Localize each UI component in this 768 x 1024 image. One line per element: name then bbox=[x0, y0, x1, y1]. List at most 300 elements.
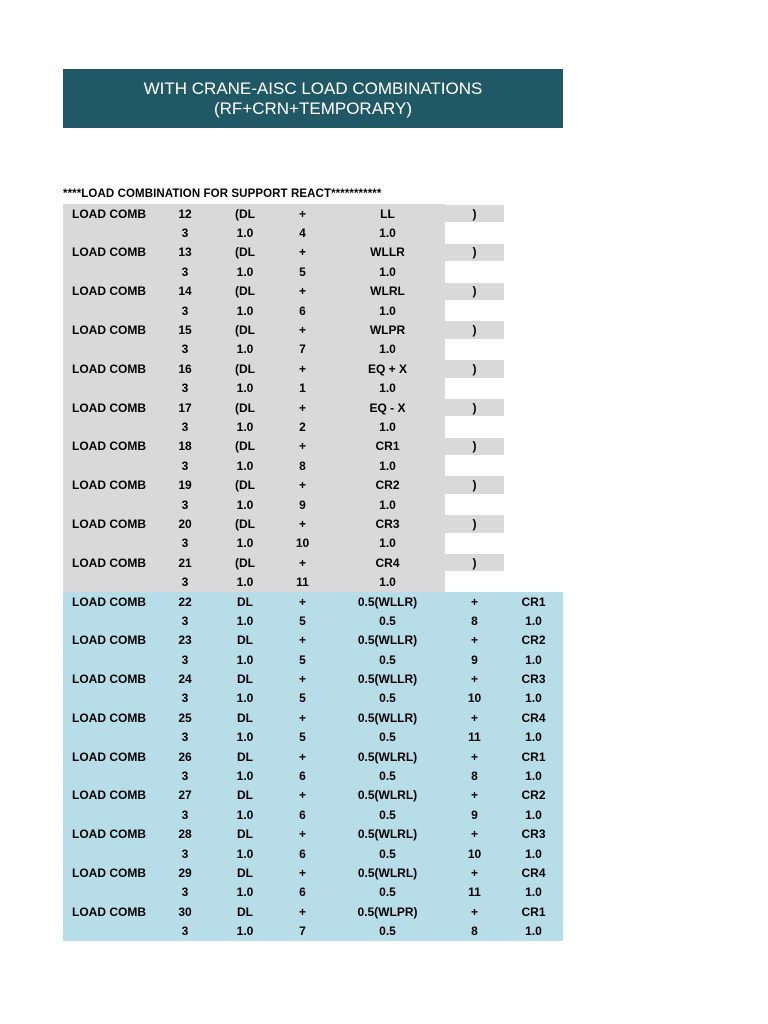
table-cell: (DL bbox=[235, 284, 255, 299]
title-line-1: WITH CRANE-AISC LOAD COMBINATIONS bbox=[143, 78, 483, 98]
table-cell: 1.0 bbox=[236, 226, 254, 241]
table-row bbox=[63, 883, 563, 902]
table-cell: + bbox=[298, 555, 306, 570]
table-cell: + bbox=[298, 361, 306, 376]
table-row bbox=[63, 689, 563, 708]
table-cell bbox=[445, 301, 504, 320]
table-cell: 0.5 bbox=[379, 885, 396, 900]
table-cell: (DL bbox=[235, 400, 255, 415]
table-row bbox=[63, 359, 563, 378]
table-cell bbox=[504, 223, 563, 242]
table-cell: 0.5 bbox=[379, 769, 396, 784]
table-cell bbox=[445, 262, 504, 281]
table-cell: ) bbox=[472, 555, 477, 570]
table-cell: CR4 bbox=[375, 555, 400, 570]
table-cell: CR4 bbox=[521, 865, 546, 880]
table-cell: 1.0 bbox=[236, 885, 254, 900]
table-cell: 1.0 bbox=[236, 691, 254, 706]
table-cell bbox=[445, 572, 504, 591]
table-row bbox=[63, 437, 563, 456]
table-cell: + bbox=[470, 827, 478, 842]
table-cell: + bbox=[298, 672, 306, 687]
table-cell: 3 bbox=[181, 536, 189, 551]
table-cell: 12 bbox=[178, 206, 192, 221]
table-cell: 8 bbox=[299, 458, 306, 473]
table-cell: LOAD COMB bbox=[72, 400, 146, 415]
table-cell: 19 bbox=[178, 478, 192, 493]
table-cell bbox=[63, 883, 155, 902]
table-cell bbox=[504, 340, 563, 359]
table-cell bbox=[504, 204, 563, 223]
table-cell: (DL bbox=[235, 245, 255, 260]
table-cell: 27 bbox=[178, 788, 192, 803]
table-row bbox=[63, 301, 563, 320]
table-cell: ) bbox=[472, 361, 477, 376]
table-cell: CR2 bbox=[521, 788, 546, 803]
table-row bbox=[63, 669, 563, 688]
table-cell bbox=[504, 262, 563, 281]
table-cell: 1.0 bbox=[525, 652, 542, 667]
table-cell: + bbox=[298, 284, 306, 299]
table-cell: LOAD COMB bbox=[72, 749, 146, 764]
table-cell: 11 bbox=[468, 730, 481, 745]
table-cell: 6 bbox=[299, 303, 306, 318]
table-cell bbox=[504, 417, 563, 436]
table-cell: + bbox=[298, 633, 306, 648]
table-cell: 0.5 bbox=[379, 846, 396, 861]
table-cell: 11 bbox=[468, 885, 481, 900]
table-cell: 6 bbox=[299, 807, 306, 822]
table-cell: 1.0 bbox=[236, 342, 254, 357]
table-cell: ) bbox=[472, 516, 477, 531]
table-cell bbox=[504, 282, 563, 301]
table-cell: 1 bbox=[299, 381, 306, 396]
table-cell: 29 bbox=[178, 865, 192, 880]
table-cell: 1.0 bbox=[379, 419, 396, 434]
table-cell: CR1 bbox=[375, 439, 400, 454]
title-line-2: (RF+CRN+TEMPORARY) bbox=[213, 98, 413, 118]
table-row bbox=[63, 243, 563, 262]
table-cell: 0.5 bbox=[379, 924, 396, 939]
table-cell: CR3 bbox=[521, 672, 546, 687]
table-cell: 0.5(WLPR) bbox=[357, 904, 418, 919]
table-cell: 0.5 bbox=[379, 691, 396, 706]
table-cell: 3 bbox=[181, 226, 189, 241]
table-cell: DL bbox=[237, 904, 253, 919]
table-cell: DL bbox=[237, 672, 253, 687]
table-cell: LOAD COMB bbox=[72, 361, 146, 376]
table-cell bbox=[445, 379, 504, 398]
table-row bbox=[63, 282, 563, 301]
table-cell: 26 bbox=[178, 749, 192, 764]
table-cell: DL bbox=[237, 827, 253, 842]
table-cell: LOAD COMB bbox=[72, 284, 146, 299]
table-cell: 16 bbox=[178, 361, 192, 376]
table-cell: CR1 bbox=[521, 594, 546, 609]
table-cell: 6 bbox=[299, 885, 306, 900]
table-cell bbox=[63, 223, 155, 242]
table-cell: + bbox=[298, 749, 306, 764]
table-cell: CR2 bbox=[375, 478, 400, 493]
table-cell bbox=[504, 514, 563, 533]
table-cell: 1.0 bbox=[236, 924, 254, 939]
table-cell: 9 bbox=[471, 807, 478, 822]
table-cell bbox=[63, 766, 155, 785]
table-cell bbox=[63, 456, 155, 475]
table-cell: (DL bbox=[235, 555, 255, 570]
table-cell: LOAD COMB bbox=[72, 594, 146, 609]
table-cell bbox=[504, 437, 563, 456]
table-cell: 0.5 bbox=[379, 613, 396, 628]
table-cell: 10 bbox=[467, 691, 482, 706]
table-cell: 10 bbox=[295, 536, 310, 551]
table-cell: 3 bbox=[181, 497, 189, 512]
table-cell: 0.5(WLLR) bbox=[357, 672, 418, 687]
table-row bbox=[63, 631, 563, 650]
table-cell: 25 bbox=[178, 710, 192, 725]
table-cell: 30 bbox=[178, 904, 192, 919]
table-cell: 6 bbox=[299, 846, 306, 861]
table-cell: 3 bbox=[181, 303, 189, 318]
table-cell: + bbox=[470, 633, 478, 648]
table-cell: 0.5(WLRL) bbox=[357, 827, 418, 842]
table-cell: 1.0 bbox=[236, 613, 254, 628]
table-cell: 10 bbox=[467, 846, 482, 861]
table-cell: 1.0 bbox=[236, 769, 254, 784]
table-cell: DL bbox=[237, 710, 253, 725]
table-cell bbox=[445, 340, 504, 359]
table-cell: 0.5(WLLR) bbox=[357, 594, 418, 609]
table-cell bbox=[504, 456, 563, 475]
table-cell: + bbox=[470, 904, 478, 919]
table-row bbox=[63, 708, 563, 727]
table-cell bbox=[63, 650, 155, 669]
table-cell: + bbox=[470, 672, 478, 687]
table-cell: + bbox=[298, 323, 306, 338]
table-cell: 1.0 bbox=[379, 342, 396, 357]
table-row bbox=[63, 379, 563, 398]
table-cell: (DL bbox=[235, 361, 255, 376]
table-cell: 24 bbox=[178, 672, 192, 687]
table-cell: LOAD COMB bbox=[72, 516, 146, 531]
table-cell: 1.0 bbox=[236, 846, 254, 861]
table-cell: + bbox=[298, 516, 306, 531]
table-cell bbox=[504, 495, 563, 514]
table-cell bbox=[63, 844, 155, 863]
table-cell: 3 bbox=[181, 807, 189, 822]
table-cell: 1.0 bbox=[525, 807, 542, 822]
table-cell: + bbox=[298, 904, 306, 919]
table-cell bbox=[504, 379, 563, 398]
table-cell: 5 bbox=[299, 613, 306, 628]
table-cell: 0.5 bbox=[379, 730, 396, 745]
table-cell: 1.0 bbox=[236, 807, 254, 822]
table-cell: ) bbox=[472, 400, 477, 415]
table-cell: 1.0 bbox=[525, 885, 542, 900]
table-row bbox=[63, 340, 563, 359]
table-cell: 5 bbox=[299, 691, 306, 706]
table-cell: DL bbox=[237, 594, 253, 609]
table-cell: 1.0 bbox=[236, 575, 254, 590]
table-cell bbox=[504, 359, 563, 378]
table-cell bbox=[445, 417, 504, 436]
table-cell bbox=[504, 534, 563, 553]
table-row bbox=[63, 572, 563, 591]
table-cell: + bbox=[298, 245, 306, 260]
table-row bbox=[63, 398, 563, 417]
table-cell: 8 bbox=[471, 769, 478, 784]
table-cell: 3 bbox=[181, 846, 189, 861]
table-cell: LOAD COMB bbox=[72, 672, 146, 687]
table-cell bbox=[63, 689, 155, 708]
table-cell: 28 bbox=[178, 827, 192, 842]
table-cell: LOAD COMB bbox=[72, 904, 146, 919]
table-cell bbox=[504, 398, 563, 417]
table-row bbox=[63, 534, 563, 553]
table-cell bbox=[63, 379, 155, 398]
table-cell: 1.0 bbox=[236, 652, 254, 667]
table-cell: LOAD COMB bbox=[72, 206, 146, 221]
table-cell bbox=[445, 495, 504, 514]
table-cell bbox=[445, 223, 504, 242]
table-cell: 0.5(WLRL) bbox=[357, 865, 418, 880]
table-cell: LOAD COMB bbox=[72, 788, 146, 803]
table-cell: WLRL bbox=[370, 284, 405, 299]
table-cell: 3 bbox=[181, 652, 189, 667]
table-cell: 5 bbox=[299, 652, 306, 667]
table-cell: + bbox=[298, 400, 306, 415]
table-cell: 20 bbox=[178, 516, 192, 531]
table-cell: ) bbox=[472, 478, 477, 493]
table-row bbox=[63, 475, 563, 494]
load-combination-table bbox=[63, 204, 563, 941]
table-cell: 3 bbox=[181, 769, 189, 784]
table-cell: DL bbox=[237, 865, 253, 880]
table-row bbox=[63, 514, 563, 533]
table-cell: LOAD COMB bbox=[72, 555, 146, 570]
table-row bbox=[63, 553, 563, 572]
table-cell: (DL bbox=[235, 323, 255, 338]
table-cell: 22 bbox=[178, 594, 192, 609]
table-cell: (DL bbox=[235, 516, 255, 531]
table-cell bbox=[63, 495, 155, 514]
table-cell: 5 bbox=[299, 264, 306, 279]
table-cell bbox=[504, 553, 563, 572]
table-row bbox=[63, 766, 563, 785]
table-cell: 1.0 bbox=[236, 497, 254, 512]
table-row bbox=[63, 495, 563, 514]
table-cell: LOAD COMB bbox=[72, 323, 146, 338]
table-cell bbox=[504, 243, 563, 262]
table-cell: 1.0 bbox=[236, 381, 254, 396]
table-cell: 1.0 bbox=[236, 730, 254, 745]
table-cell: 0.5(WLLR) bbox=[357, 633, 418, 648]
table-cell bbox=[504, 572, 563, 591]
table-cell: (DL bbox=[235, 478, 255, 493]
table-row bbox=[63, 592, 563, 611]
table-cell: 9 bbox=[471, 652, 478, 667]
table-cell: ) bbox=[472, 439, 477, 454]
table-cell: 1.0 bbox=[379, 575, 396, 590]
table-cell: EQ + X bbox=[367, 361, 408, 376]
table-cell: 3 bbox=[181, 924, 189, 939]
table-row bbox=[63, 417, 563, 436]
table-cell bbox=[63, 805, 155, 824]
table-cell: 13 bbox=[178, 245, 192, 260]
table-cell: 1.0 bbox=[379, 458, 396, 473]
table-cell: 1.0 bbox=[236, 536, 254, 551]
table-cell bbox=[504, 475, 563, 494]
table-cell: + bbox=[298, 478, 306, 493]
table-cell: 1.0 bbox=[525, 769, 542, 784]
table-row bbox=[63, 650, 563, 669]
table-cell: + bbox=[298, 206, 306, 221]
table-cell: 1.0 bbox=[236, 458, 254, 473]
table-cell: + bbox=[470, 594, 478, 609]
table-cell: 3 bbox=[181, 730, 189, 745]
table-cell: CR3 bbox=[375, 516, 400, 531]
table-cell: WLPR bbox=[369, 323, 406, 338]
table-cell: 3 bbox=[181, 381, 189, 396]
table-cell: CR3 bbox=[521, 827, 546, 842]
table-cell: DL bbox=[237, 788, 253, 803]
table-cell: 0.5 bbox=[379, 807, 396, 822]
table-row bbox=[63, 611, 563, 630]
table-cell: LOAD COMB bbox=[72, 439, 146, 454]
table-cell: 15 bbox=[178, 323, 192, 338]
table-cell: + bbox=[470, 749, 478, 764]
table-cell: CR1 bbox=[521, 904, 546, 919]
table-cell: WLLR bbox=[370, 245, 405, 260]
table-row bbox=[63, 902, 563, 921]
table-cell: + bbox=[470, 865, 478, 880]
table-cell bbox=[63, 301, 155, 320]
table-cell: LOAD COMB bbox=[72, 633, 146, 648]
table-cell bbox=[63, 611, 155, 630]
table-row bbox=[63, 786, 563, 805]
table-cell bbox=[63, 417, 155, 436]
table-cell: + bbox=[298, 788, 306, 803]
table-row bbox=[63, 844, 563, 863]
table-cell bbox=[63, 340, 155, 359]
table-cell: 1.0 bbox=[525, 730, 542, 745]
table-cell: LOAD COMB bbox=[72, 478, 146, 493]
table-cell: 6 bbox=[299, 769, 306, 784]
table-cell: 0.5(WLRL) bbox=[357, 788, 418, 803]
table-cell: ) bbox=[472, 245, 477, 260]
table-cell: + bbox=[470, 710, 478, 725]
table-row bbox=[63, 805, 563, 824]
table-cell: 7 bbox=[299, 924, 306, 939]
table-row bbox=[63, 456, 563, 475]
table-row bbox=[63, 320, 563, 339]
table-row bbox=[63, 262, 563, 281]
table-cell: CR4 bbox=[521, 710, 546, 725]
table-cell bbox=[63, 728, 155, 747]
table-cell: CR1 bbox=[521, 749, 546, 764]
table-cell bbox=[63, 921, 155, 940]
table-cell: 1.0 bbox=[525, 924, 542, 939]
table-cell: LOAD COMB bbox=[72, 865, 146, 880]
table-cell: (DL bbox=[235, 439, 255, 454]
table-cell: LOAD COMB bbox=[72, 827, 146, 842]
table-row bbox=[63, 921, 563, 940]
table-cell bbox=[63, 262, 155, 281]
table-cell: LL bbox=[380, 206, 395, 221]
table-cell bbox=[445, 456, 504, 475]
table-cell: 21 bbox=[178, 555, 192, 570]
table-cell: 23 bbox=[178, 633, 192, 648]
table-cell bbox=[445, 534, 504, 553]
table-cell: 17 bbox=[178, 400, 192, 415]
table-cell: ) bbox=[472, 323, 477, 338]
table-cell: 1.0 bbox=[379, 264, 396, 279]
table-cell: 3 bbox=[181, 691, 189, 706]
table-row bbox=[63, 223, 563, 242]
table-cell: 3 bbox=[181, 885, 189, 900]
table-cell: 4 bbox=[299, 226, 306, 241]
table-cell: 0.5(WLRL) bbox=[357, 749, 418, 764]
table-cell: + bbox=[298, 827, 306, 842]
table-cell: 7 bbox=[299, 342, 306, 357]
table-cell bbox=[63, 534, 155, 553]
table-cell: ) bbox=[472, 206, 477, 221]
section-subtitle: ****LOAD COMBINATION FOR SUPPORT REACT*********** bbox=[63, 188, 382, 200]
table-cell: 3 bbox=[181, 613, 189, 628]
table-cell: LOAD COMB bbox=[72, 245, 146, 260]
table-cell bbox=[504, 320, 563, 339]
table-cell: 0.5(WLLR) bbox=[357, 710, 418, 725]
table-cell: 9 bbox=[299, 497, 306, 512]
table-cell: 5 bbox=[299, 730, 306, 745]
table-cell: 14 bbox=[178, 284, 192, 299]
table-cell: 8 bbox=[471, 924, 478, 939]
table-cell: 11 bbox=[296, 575, 309, 590]
table-cell: 1.0 bbox=[236, 419, 254, 434]
table-cell: 1.0 bbox=[236, 303, 254, 318]
table-cell: 3 bbox=[181, 419, 189, 434]
table-cell: 1.0 bbox=[379, 226, 396, 241]
table-cell: 3 bbox=[181, 458, 189, 473]
table-cell: 3 bbox=[181, 342, 189, 357]
table-row bbox=[63, 747, 563, 766]
table-cell: 3 bbox=[181, 264, 189, 279]
table-cell: + bbox=[298, 710, 306, 725]
table-cell: + bbox=[298, 865, 306, 880]
table-cell: 1.0 bbox=[379, 303, 396, 318]
table-cell bbox=[504, 301, 563, 320]
table-cell: LOAD COMB bbox=[72, 710, 146, 725]
table-cell: (DL bbox=[235, 206, 255, 221]
table-row bbox=[63, 728, 563, 747]
table-cell: 1.0 bbox=[236, 264, 254, 279]
table-cell: + bbox=[298, 594, 306, 609]
table-cell: 3 bbox=[181, 575, 189, 590]
table-cell: + bbox=[470, 788, 478, 803]
table-cell: 1.0 bbox=[525, 613, 542, 628]
table-cell: 2 bbox=[299, 419, 306, 434]
table-cell: 1.0 bbox=[525, 846, 542, 861]
table-cell: 1.0 bbox=[525, 691, 542, 706]
table-cell: DL bbox=[237, 749, 253, 764]
table-cell: ) bbox=[472, 284, 477, 299]
table-cell: CR2 bbox=[521, 633, 546, 648]
table-cell: 8 bbox=[471, 613, 478, 628]
table-row bbox=[63, 863, 563, 882]
table-cell: 1.0 bbox=[379, 381, 396, 396]
table-cell: 0.5 bbox=[379, 652, 396, 667]
table-cell: EQ - X bbox=[369, 400, 406, 415]
